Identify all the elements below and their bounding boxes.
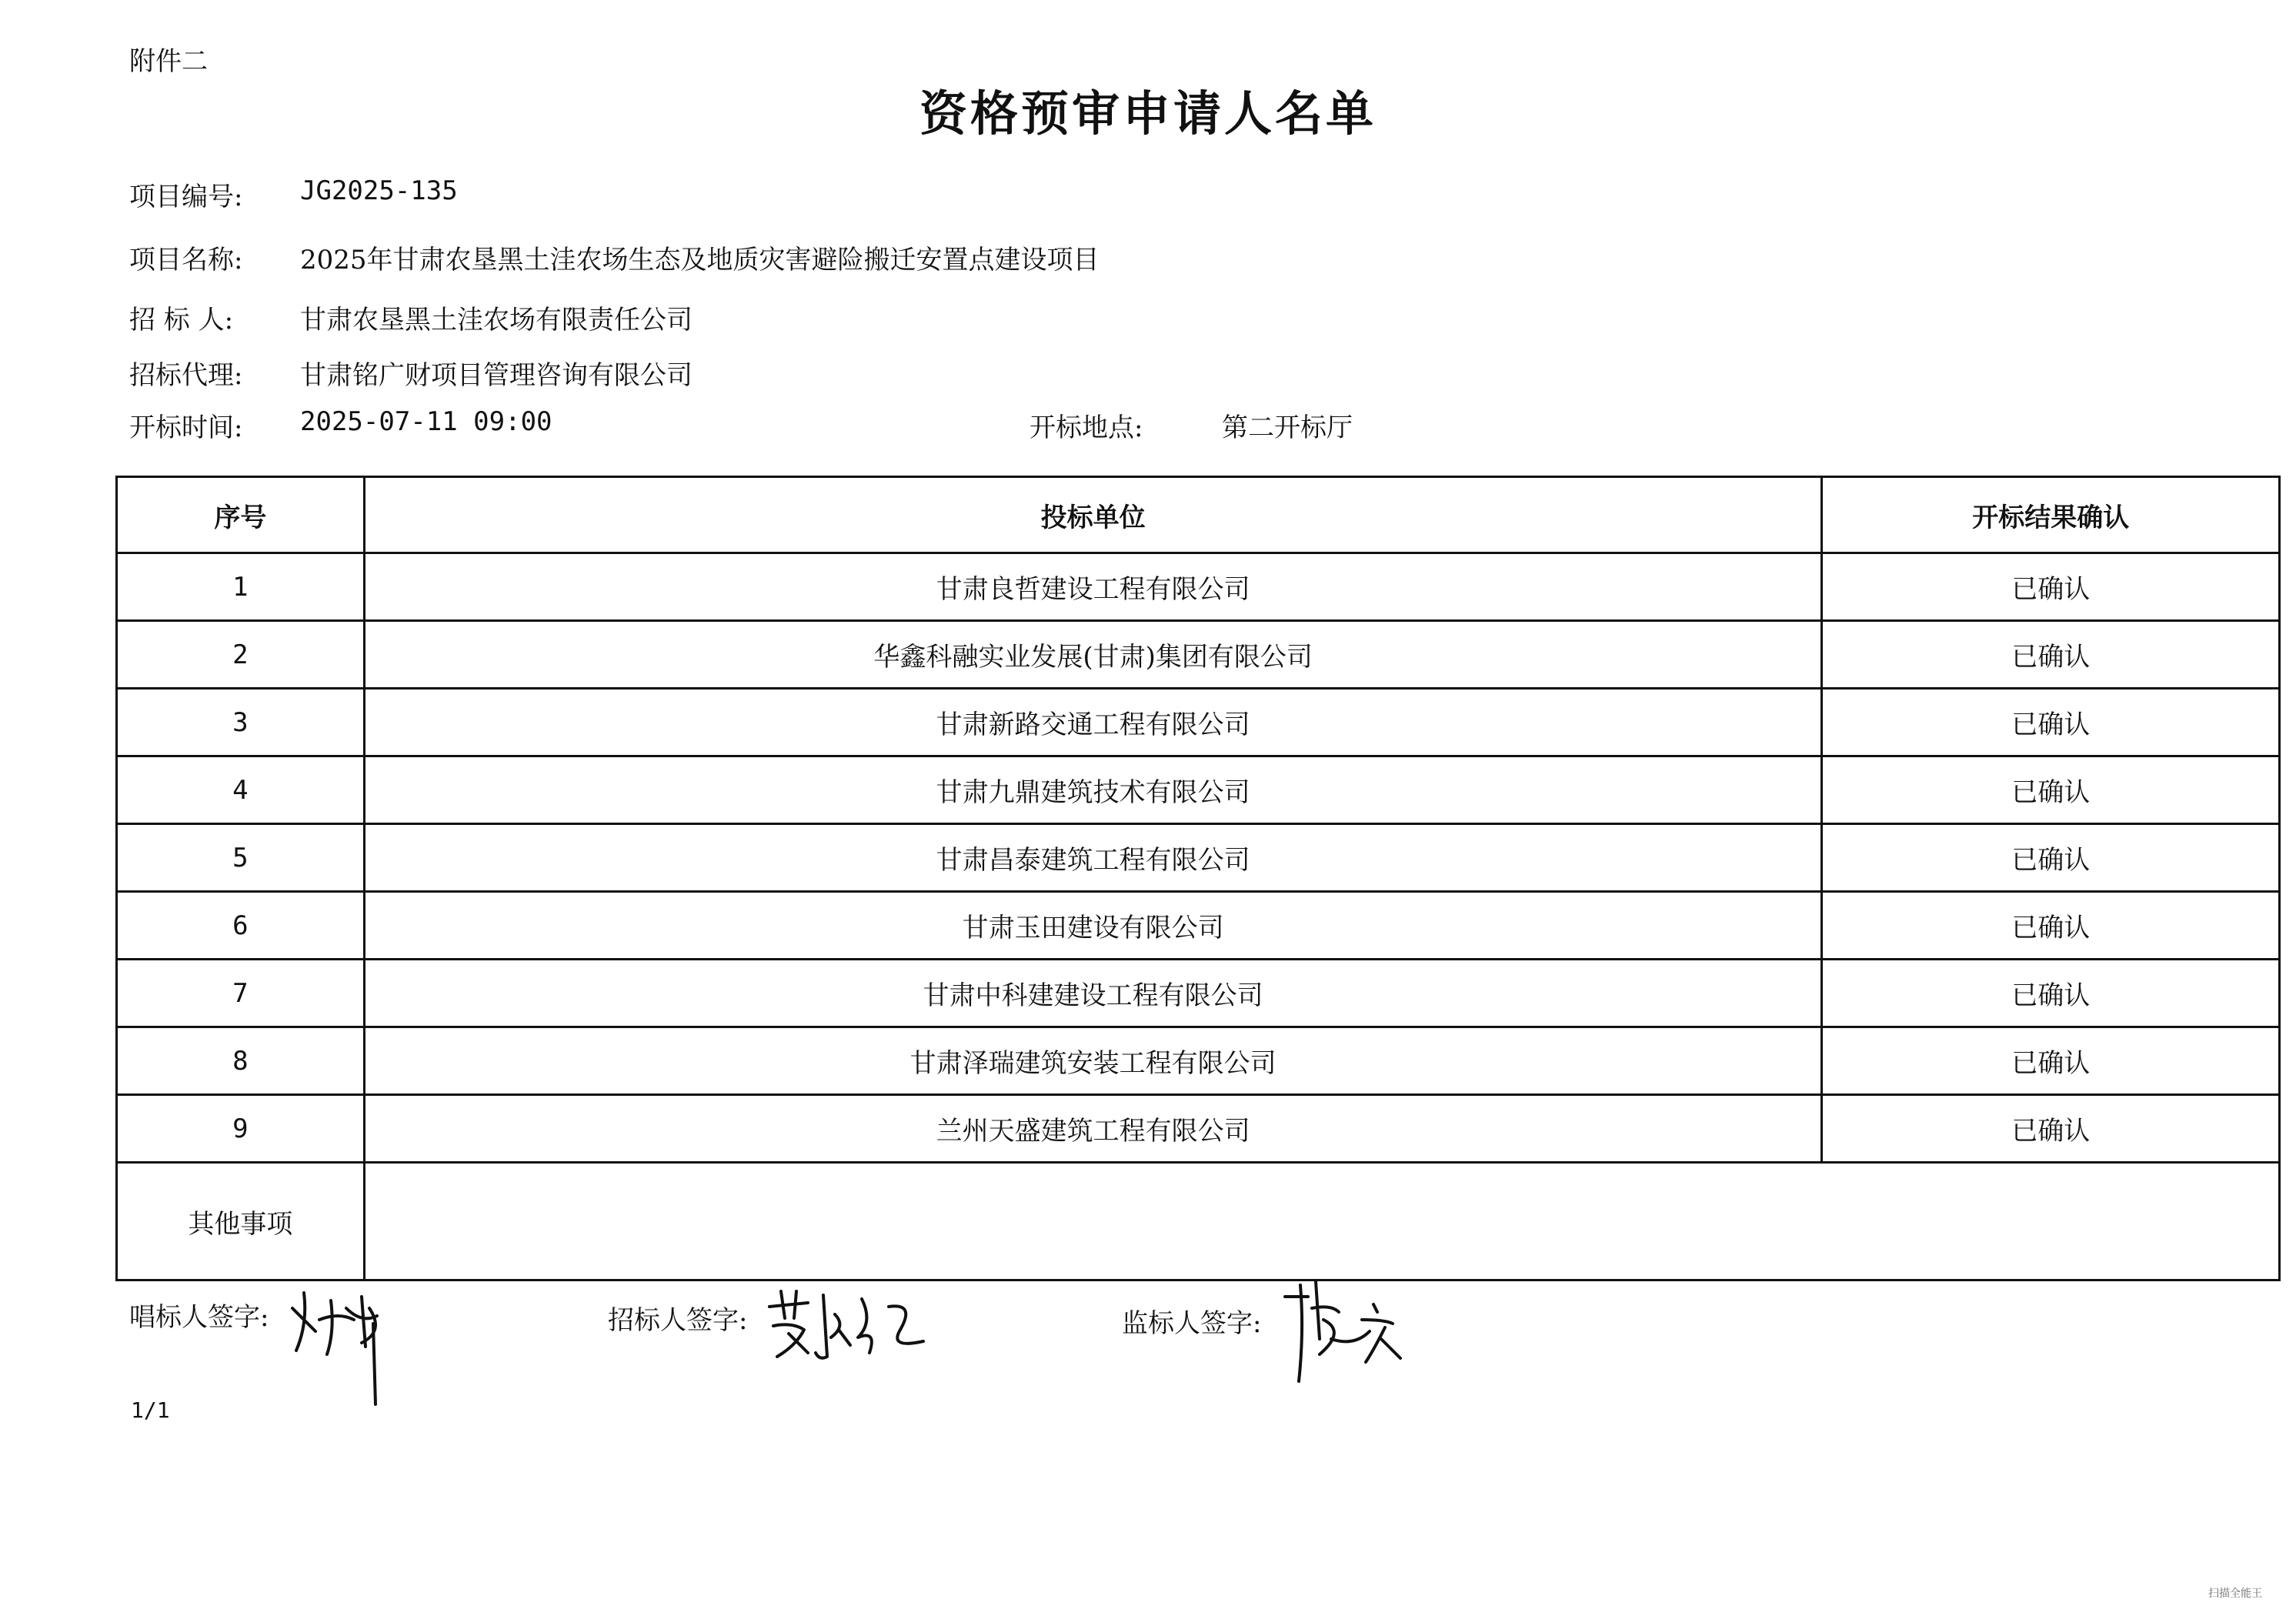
other-matters-row	[117, 1163, 2280, 1280]
row-bidder: 甘肃中科建建设工程有限公司	[364, 960, 1822, 1027]
row-bidder: 华鑫科融实业发展(甘肃)集团有限公司	[364, 621, 1822, 689]
bidder-table	[115, 476, 2281, 1281]
table-row	[117, 689, 2280, 756]
agent-value: 甘肃铭广财项目管理咨询有限公司	[300, 360, 692, 391]
table-row	[117, 824, 2280, 892]
table-row	[117, 553, 2280, 621]
row-bidder: 甘肃九鼎建筑技术有限公司	[364, 756, 1822, 824]
tenderer-label: 招 标 人:	[129, 305, 234, 336]
project-name-label: 项目名称:	[129, 245, 243, 275]
row-no: 8	[117, 1027, 365, 1095]
row-no: 2	[117, 621, 365, 689]
caller-signature-label: 唱标人签字:	[129, 1302, 269, 1333]
row-no: 5	[117, 824, 365, 892]
table-row	[117, 1027, 2280, 1095]
row-result: 已确认	[1822, 756, 2280, 824]
table-row	[117, 756, 2280, 824]
row-no: 9	[117, 1095, 365, 1163]
row-result: 已确认	[1822, 621, 2280, 689]
agent-label: 招标代理:	[129, 360, 243, 391]
open-place-value: 第二开标厅	[1222, 412, 1353, 443]
row-result: 已确认	[1822, 892, 2280, 960]
table-row	[117, 1095, 2280, 1163]
scanner-watermark: 扫描全能王	[2208, 1588, 2262, 1600]
row-bidder: 甘肃玉田建设有限公司	[364, 892, 1822, 960]
tenderer-signature-icon	[762, 1284, 939, 1368]
open-time-label: 开标时间:	[129, 412, 243, 443]
table-row	[117, 621, 2280, 689]
row-result: 已确认	[1822, 824, 2280, 892]
row-result: 已确认	[1822, 1027, 2280, 1095]
tenderer-value: 甘肃农垦黑土洼农场有限责任公司	[300, 305, 692, 336]
annex-label: 附件二	[129, 46, 208, 77]
open-time-value: 2025-07-11 09:00	[300, 406, 552, 437]
other-matters-value	[364, 1163, 2279, 1280]
row-bidder: 甘肃泽瑞建筑安装工程有限公司	[364, 1027, 1822, 1095]
table-row	[117, 892, 2280, 960]
row-bidder: 兰州天盛建筑工程有限公司	[364, 1095, 1822, 1163]
row-bidder: 甘肃新路交通工程有限公司	[364, 689, 1822, 756]
header-result: 开标结果确认	[1822, 477, 2280, 553]
row-no: 7	[117, 960, 365, 1027]
project-no-value: JG2025-135	[300, 175, 458, 206]
page-title: 资格预审申请人名单	[919, 85, 1377, 142]
caller-signature-icon	[285, 1277, 400, 1408]
page-number: 1/1	[131, 1397, 170, 1423]
header-bidder: 投标单位	[364, 477, 1822, 553]
header-no: 序号	[117, 477, 365, 553]
row-bidder: 甘肃昌泰建筑工程有限公司	[364, 824, 1822, 892]
row-no: 3	[117, 689, 365, 756]
supervisor-signature-icon	[1277, 1277, 1416, 1385]
row-no: 6	[117, 892, 365, 960]
other-matters-label: 其他事项	[117, 1163, 365, 1280]
table-header-row	[117, 477, 2280, 553]
tenderer-signature-label: 招标人签字:	[608, 1305, 748, 1336]
supervisor-signature-label: 监标人签字:	[1122, 1308, 1262, 1339]
project-name-value: 2025年甘肃农垦黑土洼农场生态及地质灾害避险搬迁安置点建设项目	[300, 245, 1100, 275]
row-bidder: 甘肃良哲建设工程有限公司	[364, 553, 1822, 621]
row-result: 已确认	[1822, 1095, 2280, 1163]
table-row	[117, 960, 2280, 1027]
row-no: 4	[117, 756, 365, 824]
row-result: 已确认	[1822, 553, 2280, 621]
row-result: 已确认	[1822, 689, 2280, 756]
project-no-label: 项目编号:	[129, 182, 243, 212]
row-no: 1	[117, 553, 365, 621]
open-place-label: 开标地点:	[1030, 412, 1143, 443]
row-result: 已确认	[1822, 960, 2280, 1027]
